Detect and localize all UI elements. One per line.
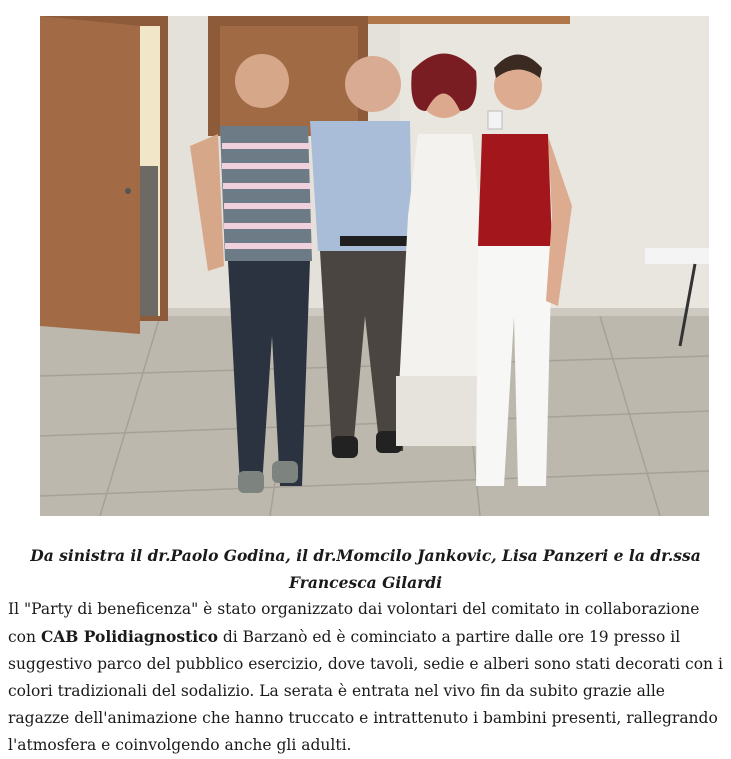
paragraph-text-part2: di Barzanò ed è cominciato a partire dalle ore 19 presso il suggestivo parco del pubblico esercizio, dove tavoli, sedie e alberi sono stati decorati con i colori tradizionali del sodalizio. La serata è entrata nel vivo fin da subito grazie alle ragazze dell'animazione che hanno truccato e intrattenuto i bambini presenti, rallegrando l'atmosfera e coinvolgendo anche gli adulti. bbox=[8, 628, 723, 754]
photo-caption: Da sinistra il dr.Paolo Godina, il dr.Momcilo Jankovic, Lisa Panzeri e la dr.ssa Francesca Gilardi bbox=[30, 546, 701, 592]
group-photo-illustration bbox=[40, 16, 709, 516]
paragraph-text-part1: Il "Party di beneficenza" è stato organizzato dai volontari del comitato in collaborazione con bbox=[8, 600, 700, 646]
article-paragraph bbox=[8, 596, 726, 759]
article-photo bbox=[40, 16, 709, 516]
paragraph-highlight: CAB Polidiagnostico bbox=[40, 627, 218, 646]
